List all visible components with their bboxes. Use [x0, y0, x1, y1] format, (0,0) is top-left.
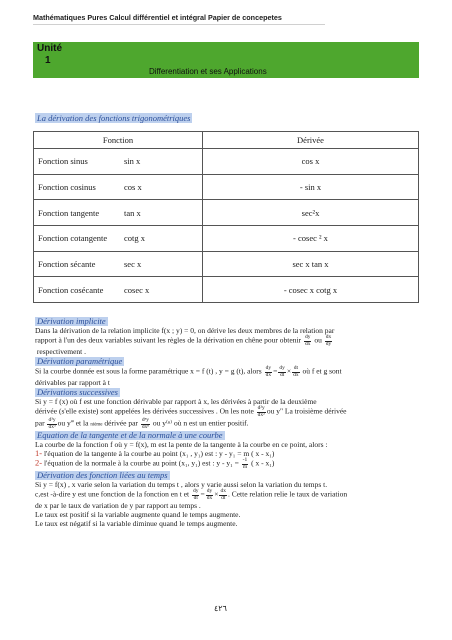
related-title: Dérivation des fonction liées au temps: [37, 470, 168, 480]
function-name: Fonction cotangente: [38, 233, 108, 244]
unit-banner: [33, 42, 419, 78]
successive-title: Dérivations successives: [37, 387, 118, 397]
successive-line1: Si y = f (x) où f est une fonction dérivable par rapport à x, les dérivées à partir de la deuxième: [35, 397, 317, 406]
parametric-line1: Si la courbe donnée est sous la forme paramétrique x = f (t) , y = g (t), alors $\frac{dy}{dx}$ = $\frac{dy}{dt}$ × $\frac{dt}{dx}$ où f et g sont: [35, 365, 342, 378]
derivative-cell: sec x tan x: [203, 251, 419, 277]
table-header-row: [34, 132, 419, 149]
fraction-dy-dx: $\frac{dy}{dx}$: [304, 334, 311, 347]
function-expr: sin x: [124, 156, 141, 167]
table-row: [34, 174, 419, 200]
derivative-cell: - cosec ² x: [203, 225, 419, 251]
page-number: ٤٢٦: [214, 604, 227, 613]
derivative-cell: - cosec x cotg x: [203, 277, 419, 303]
function-name: Fonction cosécante: [38, 284, 104, 295]
derivative-cell: - sin x: [203, 174, 419, 200]
derivatives-table: [33, 131, 419, 303]
function-name: Fonction sécante: [38, 258, 96, 269]
function-name: Fonction sinus: [38, 156, 88, 167]
body-text: [35, 316, 419, 528]
derivative-cell: cos x: [203, 149, 419, 175]
function-name: Fonction tangente: [38, 207, 100, 218]
document-header: Mathématiques Pures Calcul différentiel et intégral Papier de concepetes: [33, 13, 282, 22]
implicit-line2: rapport à l'un des deux variables suivant les règles de la dérivation en chêne pour obtenir $\frac{dy}{dx}$ ou $\frac{dx}{dy}$: [35, 334, 332, 347]
successive-line2: dérivée (s'elle existe) sont appelées les dérivées successives . On les note $\frac{\text{d²y}}{\text{dx²}}$ ou y" La troisième dérivée: [35, 405, 347, 418]
tangent-line1: La courbe de la fonction f où y = f(x), m est la pente de la tangente à la courbe en ce point, alors :: [35, 440, 328, 449]
header-rule: [33, 24, 325, 25]
related-line5: Le taux est négatif si la variable diminue quand le temps augmente.: [35, 519, 238, 528]
section-title-trig: La dérivation des fonctions trigonométriques: [37, 113, 191, 123]
col-header-function: Fonction: [34, 132, 203, 149]
table-row: [34, 251, 419, 277]
related-line1: Si y = f(x) , x varie selon la variation du temps t , alors y varie aussi selon la variation du temps t.: [35, 480, 328, 489]
tangent-title: Equation de la tangente et de la normale à une courbe: [37, 430, 223, 440]
table-row: [34, 149, 419, 175]
tangent-item1: 1- l'équation de la tangente à la courbe au point (x₁ , y₁) est : y - y₁ = m ( x - x₁): [35, 448, 275, 458]
implicit-line1: Dans la dérivation de la relation implicite f(x ; y) = 0, on dérive les deux membres de la relation par: [35, 326, 335, 335]
successive-line3: par $\frac{\text{d³y}}{\text{dx³}}$ ou y‴ et la nième dérivée par dⁿy dxⁿ ou y⁽ⁿ⁾ où n est un entier positif.: [35, 417, 249, 430]
tangent-item2: 2- l'équation de la normale à la courbe au point (x₁, y₁) est : y - y₁ = $\frac{-1}{m}$ ( x - x₁): [35, 457, 275, 470]
fraction-dx-dy: $\frac{dx}{dy}$: [325, 334, 332, 347]
function-expr: cotg x: [124, 233, 146, 244]
derivative-cell: sec²x: [203, 200, 419, 226]
function-expr: tan x: [124, 207, 141, 218]
parametric-title: Dérivation paramétrique: [37, 356, 123, 366]
unit-number: 1: [45, 55, 51, 66]
related-line4: Le taux est positif si la variable augmente quand le temps augmente.: [35, 510, 241, 519]
table-row: [34, 200, 419, 226]
function-expr: cos x: [124, 181, 142, 192]
function-expr: sec x: [124, 258, 142, 269]
implicit-line3: respectivement .: [36, 347, 87, 356]
function-expr: cosec x: [124, 284, 150, 295]
col-header-derivative: Dérivée: [203, 132, 419, 149]
unit-label: Unité: [37, 43, 62, 54]
unit-subtitle: Differentiation et ses Applications: [149, 67, 267, 76]
related-line2: c,est -à-dire y est une fonction de la fonction en t et $\frac{dy}{dt}$ = $\frac{dy}{dx}$ × $\frac{dx}{dt}$ . Cette relation relie le taux de variation: [35, 488, 348, 501]
table-row: [34, 225, 419, 251]
implicit-title: Dérivation implicite: [37, 316, 106, 326]
table-row: [34, 277, 419, 303]
parametric-line2: dérivables par rapport à t: [35, 378, 110, 387]
related-line3: de x par le taux de variation de y par rapport au temps .: [35, 501, 201, 510]
function-name: Fonction cosinus: [38, 181, 96, 192]
